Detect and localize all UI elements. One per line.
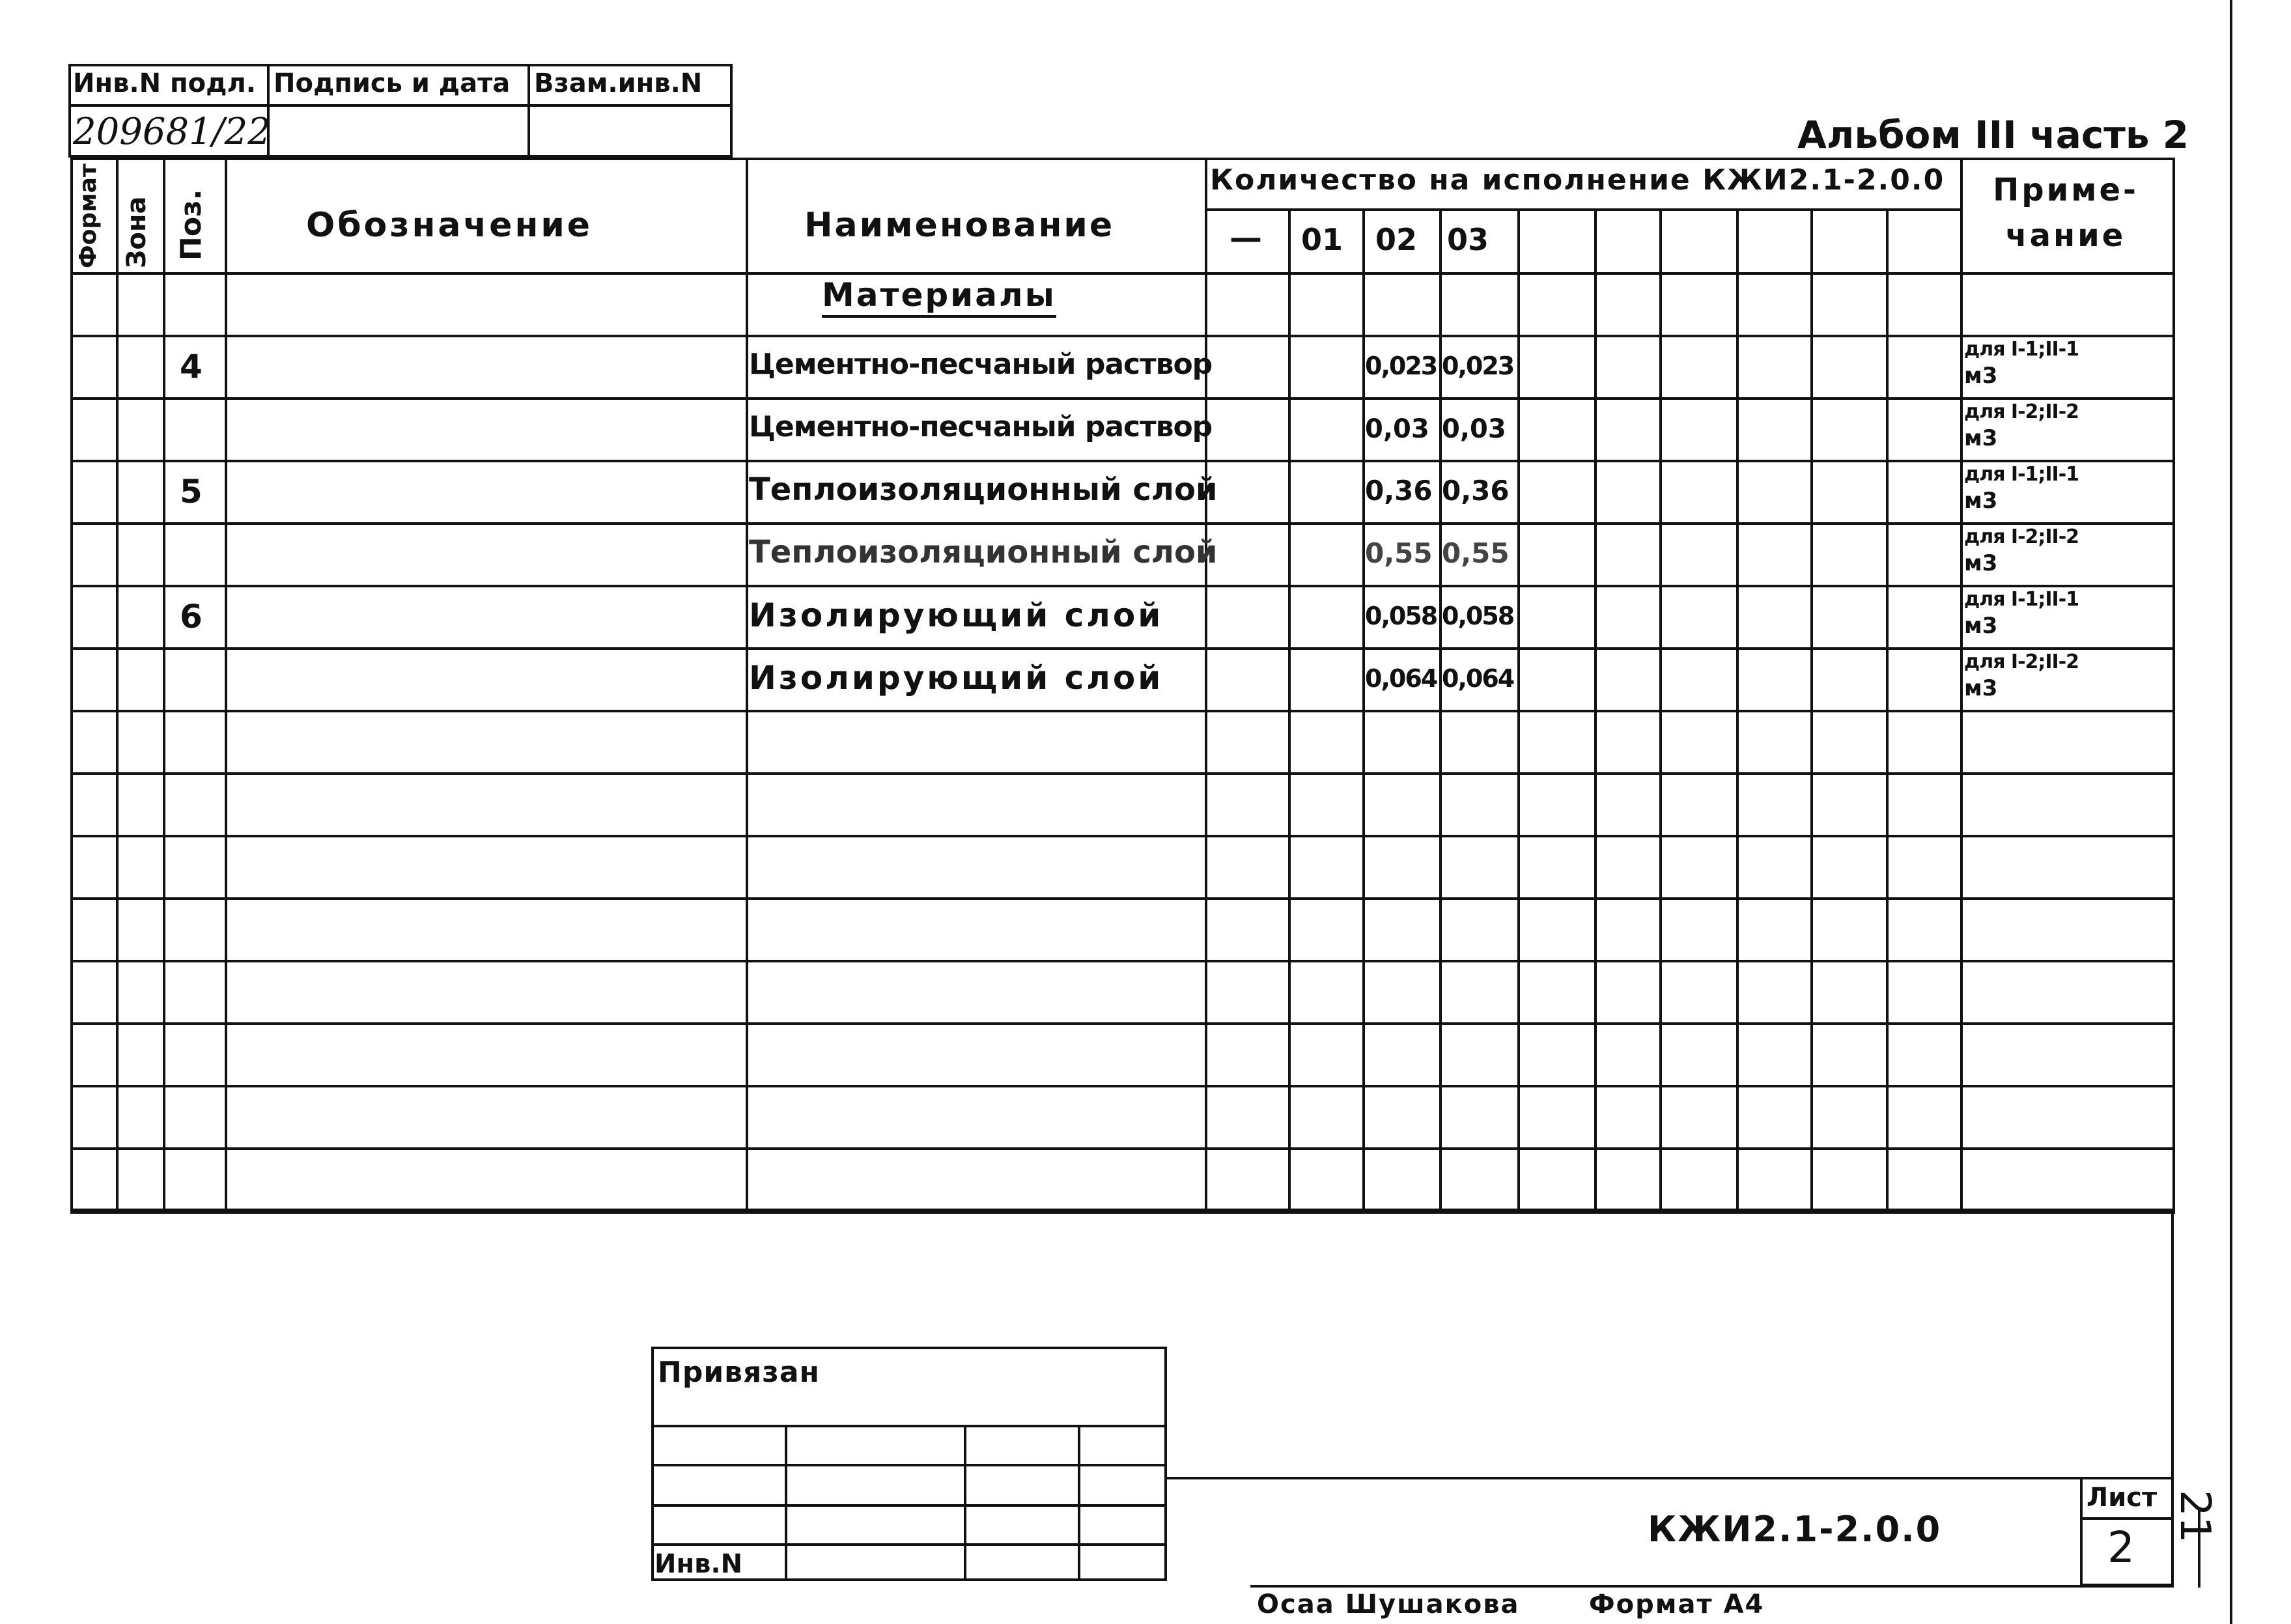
sheet-number: 2 — [2107, 1522, 2135, 1573]
row-line — [70, 1147, 2175, 1150]
row-name: Теплоизоляционный слой — [749, 534, 1218, 570]
row-note-line2: м3 — [1964, 363, 1998, 389]
row-pos: 6 — [180, 598, 203, 636]
row-note-line2: м3 — [1964, 550, 1998, 576]
binding-line — [651, 1425, 1167, 1427]
header-position: Поз. — [175, 189, 208, 260]
row-line — [70, 335, 2175, 337]
row-qty-02: 0,058 — [1365, 602, 1437, 630]
row-note-line2: м3 — [1964, 675, 1998, 701]
col-line — [1288, 208, 1291, 1211]
binding-line — [651, 1504, 1167, 1507]
row-note-line1: для I-1;II-1 — [1964, 338, 2079, 361]
side-bar — [2230, 0, 2232, 1624]
binding-inv-label: Инв.N — [654, 1549, 743, 1579]
stamp-header-replacement: Взам.инв.N — [534, 68, 703, 98]
col-line — [116, 158, 119, 1211]
row-qty-03: 0,55 — [1442, 537, 1510, 569]
row-line — [70, 835, 2175, 837]
row-name: Изолирующий слой — [749, 659, 1164, 697]
row-qty-02: 0,55 — [1365, 537, 1433, 569]
header-quantity: Количество на исполнение КЖИ2.1-2.0.0 — [1210, 163, 1945, 197]
row-pos: 5 — [180, 473, 203, 511]
row-line — [70, 522, 2175, 525]
row-line — [70, 960, 2175, 962]
stamp-inv-value: 209681/22 — [73, 111, 271, 153]
album-title: Альбом III часть 2 — [1797, 113, 2189, 157]
binding-line — [651, 1543, 1167, 1546]
document-code: КЖИ2.1-2.0.0 — [1648, 1509, 1942, 1550]
row-pos: 4 — [180, 348, 203, 385]
binding-col — [1078, 1425, 1080, 1581]
binding-col — [964, 1425, 966, 1581]
row-line — [70, 897, 2175, 900]
header-zone: Зона — [122, 196, 152, 268]
col-line — [1205, 158, 1207, 1211]
row-name: Цементно-песчаный раствор — [749, 410, 1213, 443]
col-line — [1810, 208, 1813, 1211]
row-line — [70, 1085, 2175, 1087]
row-qty-03: 0,36 — [1442, 475, 1510, 507]
col-line — [1886, 208, 1889, 1211]
stamp-divider — [68, 104, 733, 107]
row-note-line1: для I-1;II-1 — [1964, 463, 2079, 486]
title-block-top-line — [1166, 1477, 2174, 1479]
row-note-line1: для I-2;II-2 — [1964, 525, 2079, 548]
row-line — [70, 460, 2175, 462]
binding-label: Привязан — [658, 1356, 820, 1389]
col-line — [1736, 208, 1739, 1211]
header-variant-base: — — [1230, 219, 1262, 257]
header-bottom-line — [70, 272, 2175, 275]
col-line — [1517, 208, 1520, 1211]
row-qty-02: 0,36 — [1365, 475, 1433, 507]
row-qty-03: 0,058 — [1442, 602, 1514, 630]
col-line — [1594, 208, 1597, 1211]
row-line — [70, 710, 2175, 712]
row-line — [70, 1022, 2175, 1025]
row-note-line2: м3 — [1964, 425, 1998, 451]
col-line — [1960, 158, 1963, 1211]
row-name: Цементно-песчаный раствор — [749, 348, 1213, 381]
row-qty-03: 0,064 — [1442, 664, 1514, 693]
row-qty-03: 0,023 — [1442, 352, 1514, 380]
row-qty-02: 0,03 — [1365, 414, 1429, 444]
header-format: Формат — [75, 163, 102, 268]
qty-header-divider — [1205, 208, 1960, 211]
stamp-header-inv: Инв.N подл. — [73, 68, 256, 98]
row-qty-02: 0,064 — [1365, 664, 1437, 693]
stamp-divider — [527, 64, 530, 158]
binding-line — [651, 1464, 1167, 1466]
header-variant-02: 02 — [1375, 222, 1418, 257]
row-name: Теплоизоляционный слой — [749, 471, 1218, 508]
row-qty-03: 0,03 — [1442, 414, 1506, 444]
row-line — [70, 647, 2175, 650]
row-note-line1: для I-1;II-1 — [1964, 588, 2079, 611]
col-line — [746, 158, 748, 1211]
section-title: Материалы — [822, 279, 1056, 318]
side-sheet-number: 21 — [2171, 1490, 2219, 1543]
table-end-line — [70, 1209, 2175, 1211]
row-note-line1: для I-2;II-2 — [1964, 651, 2079, 673]
header-variant-03: 03 — [1447, 222, 1489, 257]
footer-format: Формат А4 — [1589, 1589, 1765, 1619]
row-line — [70, 772, 2175, 775]
col-line — [1659, 208, 1662, 1211]
col-line — [225, 158, 227, 1211]
header-note: Приме-чание — [1993, 172, 2139, 254]
title-block-bottom-line — [1250, 1585, 2174, 1588]
row-name: Изолирующий слой — [749, 596, 1164, 634]
row-line — [70, 585, 2175, 587]
footer-author: Осаа Шушакова — [1257, 1589, 1520, 1619]
header-name: Наименование — [804, 206, 1115, 245]
header-designation: Обозначение — [306, 206, 593, 245]
binding-col — [785, 1425, 787, 1581]
row-note-line1: для I-2;II-2 — [1964, 400, 2079, 423]
col-line — [163, 158, 165, 1211]
row-qty-02: 0,023 — [1365, 352, 1437, 380]
row-line — [70, 397, 2175, 400]
sheet-label: Лист — [2087, 1483, 2157, 1513]
row-note-line2: м3 — [1964, 613, 1998, 639]
stamp-header-signature: Подпись и дата — [274, 68, 511, 98]
sheet-box-divider — [2080, 1517, 2174, 1520]
row-note-line2: м3 — [1964, 488, 1998, 514]
header-variant-01: 01 — [1301, 222, 1343, 257]
